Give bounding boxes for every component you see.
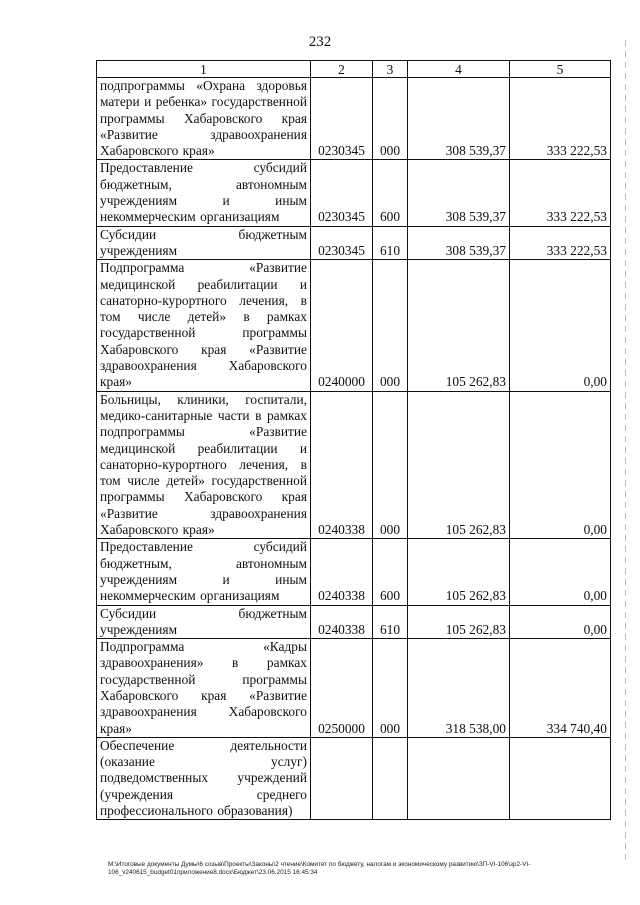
row-vr: 610 (373, 226, 408, 260)
table-row (97, 639, 611, 738)
row-vr: 000 (373, 260, 408, 391)
row-vr: 000 (373, 78, 408, 160)
row-vr: 000 (373, 391, 408, 539)
row-vr (373, 737, 408, 819)
row-code: 0240338 (311, 391, 373, 539)
row-code: 0230345 (311, 226, 373, 260)
table-row (97, 605, 611, 639)
footer-line-1: М:\Итоговые документы Думы\6 созыв\Проекты\Законы\2 чтение\Комитет по бюджету, налогам и экономическому развитию\ЗП-VI-106\зр2-VI- (108, 861, 531, 868)
row-code (311, 737, 373, 819)
row-sum1: 105 262,83 (408, 605, 510, 639)
row-code: 0230345 (311, 78, 373, 160)
row-sum2: 334 740,40 (510, 639, 611, 738)
header-cell-name: 1 (97, 61, 311, 78)
row-name: Субсидии бюджетным учреждениям (97, 226, 311, 260)
row-sum1: 105 262,83 (408, 260, 510, 391)
row-sum2: 333 222,53 (510, 78, 611, 160)
table-row (97, 226, 611, 260)
page-number: 232 (308, 34, 332, 50)
row-vr: 600 (373, 160, 408, 226)
row-name: Субсидии бюджетным учреждениям (97, 605, 311, 639)
row-sum1: 105 262,83 (408, 539, 510, 605)
row-code: 0240338 (311, 539, 373, 605)
footer-line-2: 106_v240615_budget01приложение8.docx\Бюджет\23.06.2015 16:45:34 (108, 869, 318, 876)
row-name: подпрограммы «Охрана здоровья матери и ребенка» государственной программы Хабаровского края «Развитие здравоохранения Хабаровского края» (97, 78, 311, 160)
row-sum1: 308 539,37 (408, 78, 510, 160)
header-cell-sum1: 4 (408, 61, 510, 78)
header-cell-code: 2 (311, 61, 373, 78)
row-sum1: 308 539,37 (408, 160, 510, 226)
row-sum1 (408, 737, 510, 819)
table-row (97, 160, 611, 226)
row-code: 0240338 (311, 605, 373, 639)
budget-table (96, 60, 611, 820)
row-sum2: 333 222,53 (510, 160, 611, 226)
row-vr: 600 (373, 539, 408, 605)
row-sum2: 0,00 (510, 539, 611, 605)
table-row (97, 78, 611, 160)
row-code: 0250000 (311, 639, 373, 738)
row-code: 0240000 (311, 260, 373, 391)
table-row (97, 539, 611, 605)
row-name: Больницы, клиники, госпитали, медико-санитарные части в рамках подпрограммы «Развитие медицинской реабилитации и санаторно-курортного лечения, в том числе детей» государственной программы Хабаровского края «Развитие здравоохранения Хабаровского края» (97, 391, 311, 539)
row-code: 0230345 (311, 160, 373, 226)
table-row (97, 260, 611, 391)
row-sum2: 0,00 (510, 605, 611, 639)
row-sum1: 105 262,83 (408, 391, 510, 539)
row-sum2: 0,00 (510, 260, 611, 391)
header-cell-vr: 3 (373, 61, 408, 78)
file-path-footer (108, 861, 608, 877)
row-name: Предоставление субсидий бюджетным, автономным учреждениям и иным некоммерческим организациям (97, 160, 311, 226)
row-sum2: 0,00 (510, 391, 611, 539)
row-sum1: 308 539,37 (408, 226, 510, 260)
header-row (97, 61, 611, 78)
row-name: Подпрограмма «Развитие медицинской реабилитации и санаторно-курортного лечения, в том числе детей» в рамках государственной программы Хабаровского края «Развитие здравоохранения Хабаровского края» (97, 260, 311, 391)
row-vr: 610 (373, 605, 408, 639)
scan-edge-line (625, 40, 626, 860)
row-name: Обеспечение деятельности (оказание услуг) подведомственных учреждений (учреждения среднего профессионального образования) (97, 737, 311, 819)
row-sum2: 333 222,53 (510, 226, 611, 260)
table-row (97, 737, 611, 819)
row-vr: 000 (373, 639, 408, 738)
row-name: Подпрограмма «Кадры здравоохранения» в рамках государственной программы Хабаровского края «Развитие здравоохранения Хабаровского края» (97, 639, 311, 738)
row-sum2 (510, 737, 611, 819)
header-cell-sum2: 5 (510, 61, 611, 78)
row-sum1: 318 538,00 (408, 639, 510, 738)
table-row (97, 391, 611, 539)
row-name: Предоставление субсидий бюджетным, автономным учреждениям и иным некоммерческим организациям (97, 539, 311, 605)
